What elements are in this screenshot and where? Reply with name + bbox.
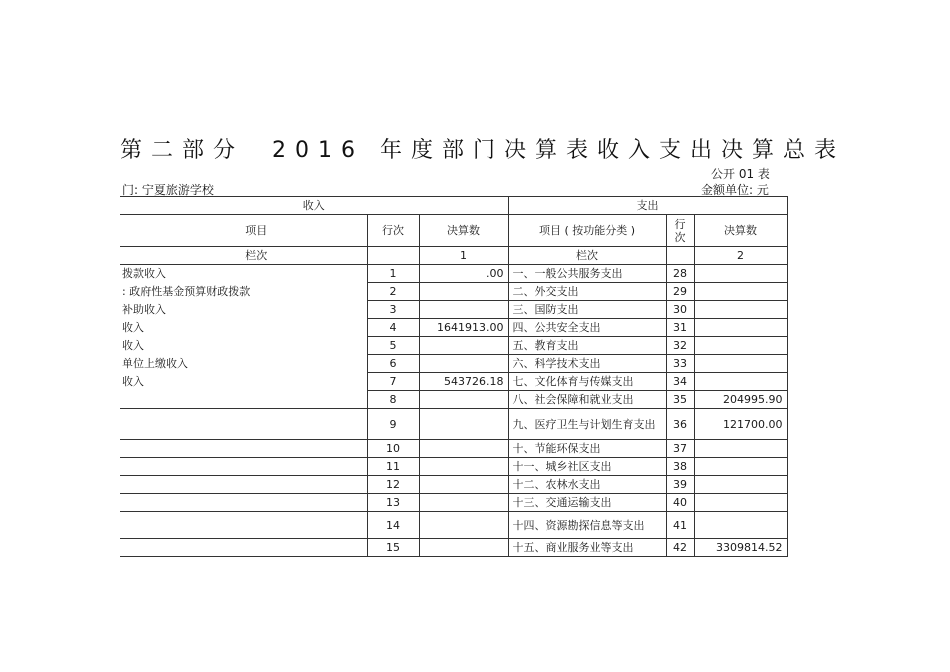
currency-unit-label: 金额单位: 元 — [701, 183, 769, 197]
income-item-cell: 收入 — [120, 373, 367, 391]
income-item-cell: : 政府性基金预算财政拨款 — [120, 283, 367, 301]
expense-amount-cell — [694, 373, 787, 391]
expense-item-cell: 五、教育支出 — [508, 337, 666, 355]
income-item-cell — [120, 409, 367, 440]
expense-amount-cell — [694, 337, 787, 355]
table-row — [120, 440, 787, 458]
expense-item-cell: 十一、城乡社区支出 — [508, 458, 666, 476]
table-row — [120, 265, 787, 283]
income-item-cell: 收入 — [120, 319, 367, 337]
income-amount-cell — [419, 476, 508, 494]
expense-line-cell: 37 — [666, 440, 694, 458]
expense-item-cell: 十三、交通运输支出 — [508, 494, 666, 512]
expense-line-cell: 39 — [666, 476, 694, 494]
income-line-cell: 5 — [367, 337, 419, 355]
income-amount-cell — [419, 512, 508, 539]
income-item-cell: 单位上缴收入 — [120, 355, 367, 373]
lan-ci-2: 2 — [694, 247, 787, 265]
expense-section-header: 支出 — [508, 197, 787, 215]
title-main: 2016 年度部门决算表收入支出决算总表 — [272, 138, 845, 163]
table-row — [120, 373, 787, 391]
column-index-row — [120, 247, 787, 265]
income-amount-cell: .00 — [419, 265, 508, 283]
expense-line-cell: 35 — [666, 391, 694, 409]
expense-amount-cell: 3309814.52 — [694, 539, 787, 557]
income-line-cell: 14 — [367, 512, 419, 539]
income-line-cell: 9 — [367, 409, 419, 440]
expense-item-cell: 九、医疗卫生与计划生育支出 — [508, 409, 666, 440]
table-row — [120, 539, 787, 557]
expense-amount-cell — [694, 283, 787, 301]
income-line-cell: 1 — [367, 265, 419, 283]
expense-line-cell: 33 — [666, 355, 694, 373]
expense-line-cell: 30 — [666, 301, 694, 319]
col-header-item: 项目 — [120, 215, 367, 247]
expense-item-cell: 十二、农林水支出 — [508, 476, 666, 494]
table-row — [120, 355, 787, 373]
income-item-cell — [120, 458, 367, 476]
column-header-row — [120, 215, 787, 247]
expense-amount-cell — [694, 458, 787, 476]
table-row — [120, 283, 787, 301]
income-item-cell — [120, 494, 367, 512]
expense-item-cell: 十五、商业服务业等支出 — [508, 539, 666, 557]
table-row — [120, 337, 787, 355]
expense-item-cell: 二、外交支出 — [508, 283, 666, 301]
income-amount-cell — [419, 440, 508, 458]
table-row — [120, 319, 787, 337]
expense-line-cell: 42 — [666, 539, 694, 557]
income-amount-cell: 1641913.00 — [419, 319, 508, 337]
col-header-line-2: 行 次 — [666, 215, 694, 247]
income-line-cell: 13 — [367, 494, 419, 512]
expense-amount-cell — [694, 355, 787, 373]
expense-item-cell: 七、文化体育与传媒支出 — [508, 373, 666, 391]
income-line-cell: 2 — [367, 283, 419, 301]
income-line-cell: 3 — [367, 301, 419, 319]
expense-line-cell: 41 — [666, 512, 694, 539]
expense-amount-cell — [694, 440, 787, 458]
income-line-cell: 6 — [367, 355, 419, 373]
expense-item-cell: 八、社会保障和就业支出 — [508, 391, 666, 409]
income-line-cell: 10 — [367, 440, 419, 458]
income-line-cell: 7 — [367, 373, 419, 391]
expense-item-cell: 一、一般公共服务支出 — [508, 265, 666, 283]
expense-item-cell: 六、科学技术支出 — [508, 355, 666, 373]
income-amount-cell — [419, 355, 508, 373]
lan-ci-blank-2 — [666, 247, 694, 265]
lan-ci-blank — [367, 247, 419, 265]
expense-item-cell: 十、节能环保支出 — [508, 440, 666, 458]
expense-line-cell: 32 — [666, 337, 694, 355]
expense-line-cell: 40 — [666, 494, 694, 512]
table-row — [120, 458, 787, 476]
lan-ci-1: 1 — [419, 247, 508, 265]
expense-amount-cell — [694, 319, 787, 337]
income-amount-cell — [419, 337, 508, 355]
expense-line-cell: 34 — [666, 373, 694, 391]
income-amount-cell — [419, 494, 508, 512]
lan-ci-label-2: 栏次 — [508, 247, 666, 265]
income-item-cell — [120, 539, 367, 557]
table-row — [120, 512, 787, 539]
expense-amount-cell — [694, 265, 787, 283]
income-line-cell: 11 — [367, 458, 419, 476]
income-item-cell — [120, 391, 367, 409]
title-part: 第二部分 — [120, 138, 245, 163]
table-row — [120, 391, 787, 409]
income-amount-cell — [419, 458, 508, 476]
department-label: 门: 宁夏旅游学校 — [122, 183, 214, 197]
expense-line-cell: 31 — [666, 319, 694, 337]
expense-amount-cell — [694, 512, 787, 539]
lan-ci-label: 栏次 — [120, 247, 367, 265]
expense-line-cell: 36 — [666, 409, 694, 440]
income-line-cell: 4 — [367, 319, 419, 337]
income-line-cell: 8 — [367, 391, 419, 409]
income-line-cell: 12 — [367, 476, 419, 494]
income-amount-cell — [419, 301, 508, 319]
col-header-amount: 决算数 — [419, 215, 508, 247]
expense-amount-cell: 204995.90 — [694, 391, 787, 409]
income-item-cell — [120, 476, 367, 494]
income-item-cell — [120, 440, 367, 458]
income-expense-table — [120, 196, 788, 557]
expense-item-cell: 四、公共安全支出 — [508, 319, 666, 337]
income-amount-cell: 543726.18 — [419, 373, 508, 391]
page-title — [120, 133, 845, 164]
expense-item-cell: 十四、资源勘探信息等支出 — [508, 512, 666, 539]
expense-amount-cell: 121700.00 — [694, 409, 787, 440]
income-line-cell: 15 — [367, 539, 419, 557]
col-header-item-func: 项目 ( 按功能分类 ) — [508, 215, 666, 247]
col-header-line: 行次 — [367, 215, 419, 247]
income-item-cell: 补助收入 — [120, 301, 367, 319]
table-row — [120, 494, 787, 512]
table-row — [120, 476, 787, 494]
income-item-cell — [120, 512, 367, 539]
expense-line-cell: 38 — [666, 458, 694, 476]
income-item-cell: 拨款收入 — [120, 265, 367, 283]
section-header-row — [120, 197, 787, 215]
expense-amount-cell — [694, 494, 787, 512]
income-amount-cell — [419, 409, 508, 440]
form-number: 公开 01 表 — [711, 167, 770, 181]
expense-amount-cell — [694, 301, 787, 319]
income-amount-cell — [419, 283, 508, 301]
expense-line-cell: 28 — [666, 265, 694, 283]
col-header-amount-2: 决算数 — [694, 215, 787, 247]
expense-line-cell: 29 — [666, 283, 694, 301]
income-amount-cell — [419, 539, 508, 557]
expense-item-cell: 三、国防支出 — [508, 301, 666, 319]
table-row — [120, 409, 787, 440]
income-amount-cell — [419, 391, 508, 409]
income-item-cell: 收入 — [120, 337, 367, 355]
table-row — [120, 301, 787, 319]
expense-amount-cell — [694, 476, 787, 494]
income-section-header: 收入 — [120, 197, 508, 215]
